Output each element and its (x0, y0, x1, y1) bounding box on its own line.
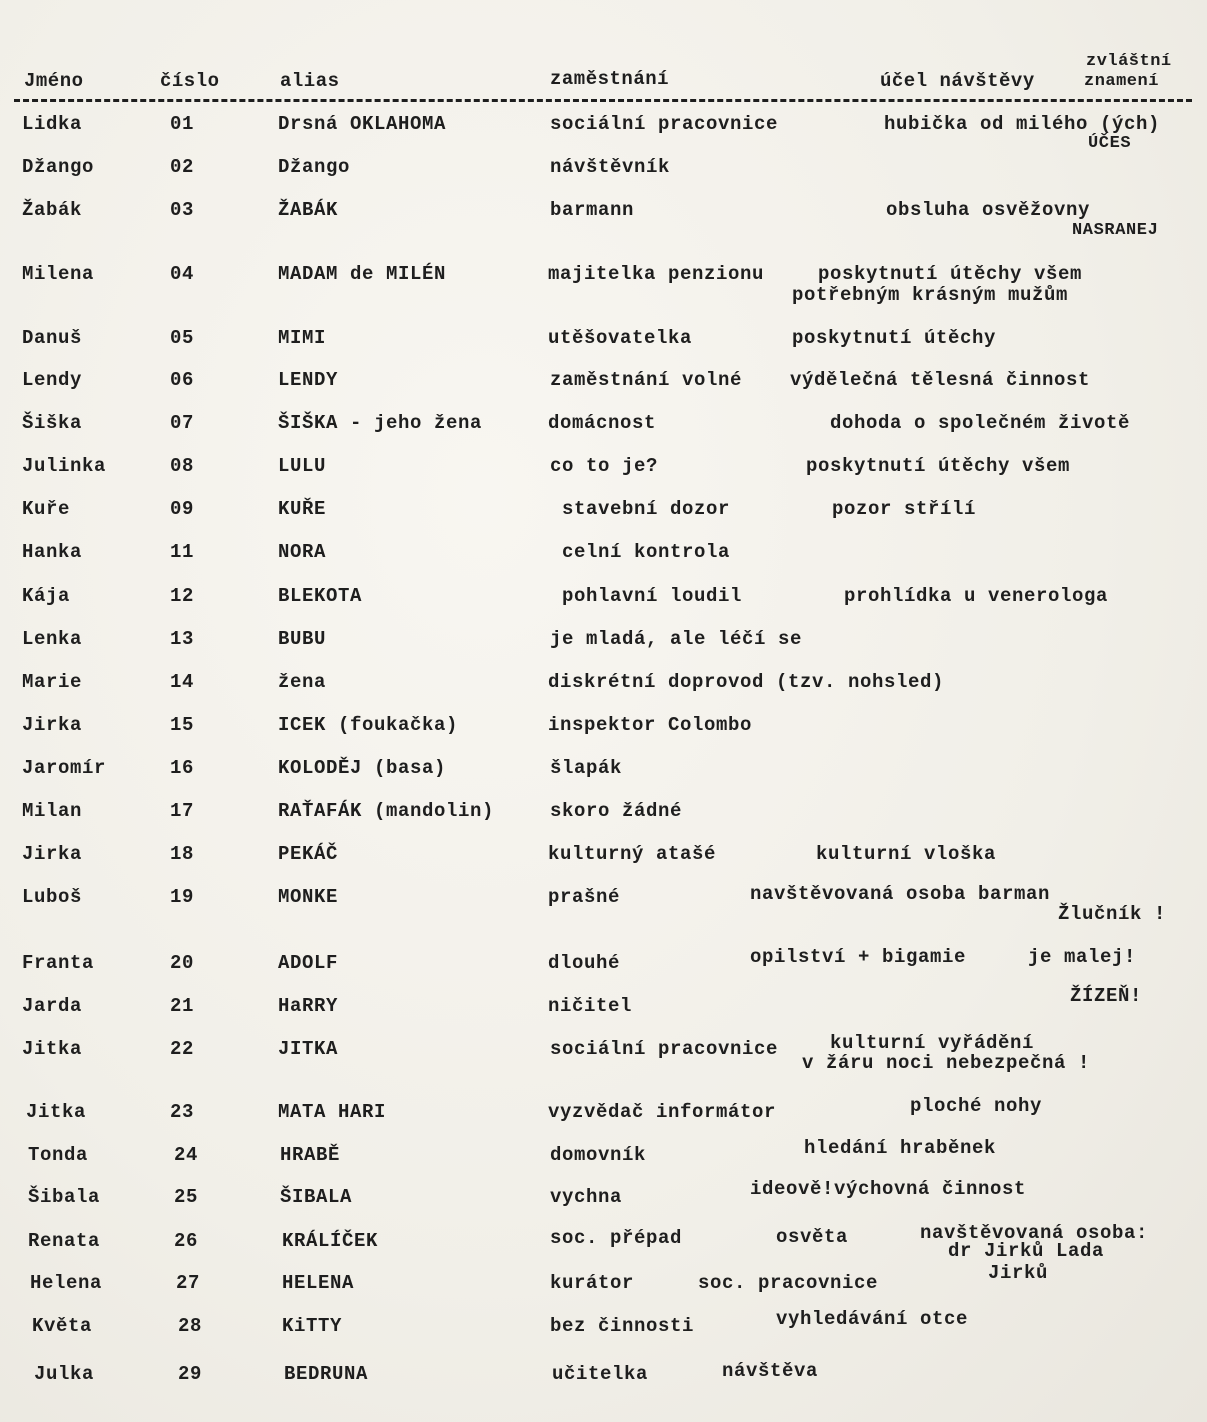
row-name: Jarda (22, 995, 83, 1017)
row-job: návštěvník (550, 156, 671, 178)
row-name: Danuš (22, 327, 83, 349)
row-alias: BEDRUNA (284, 1363, 369, 1385)
row-alias: LENDY (278, 369, 339, 391)
table-row (0, 1032, 1207, 1074)
table-row (0, 800, 1207, 824)
row-job: učitelka (552, 1363, 649, 1385)
row-purpose: osvěta (776, 1226, 849, 1248)
row-purpose: opilství + bigamie (750, 946, 967, 968)
row-name: Kuře (22, 498, 71, 520)
row-purpose: obsluha osvěžovny (886, 199, 1091, 221)
row-purpose: prohlídka u venerologa (844, 585, 1109, 607)
row-name: Franta (22, 952, 95, 974)
row-job: sociální pracovnice (550, 1038, 779, 1060)
row-alias: PEKÁČ (278, 843, 339, 865)
row-number: 08 (170, 455, 195, 477)
row-name: Lidka (22, 113, 83, 135)
row-name: Marie (22, 671, 83, 693)
row-number: 18 (170, 843, 195, 865)
row-purpose: poskytnutí útěchy všem (818, 263, 1083, 285)
row-purpose: hledání hraběnek (804, 1137, 997, 1159)
header-divider (14, 99, 1192, 102)
row-job: pohlavní loudil (562, 585, 743, 607)
row-alias: ADOLF (278, 952, 339, 974)
row-name: Luboš (22, 886, 83, 908)
row-name: Kája (22, 585, 71, 607)
row-name: Milena (22, 263, 95, 285)
row-job: ničitel (548, 995, 633, 1017)
row-purpose: soc. pracovnice (698, 1272, 879, 1294)
table-row (0, 369, 1207, 393)
row-job: šlapák (550, 757, 623, 779)
header-alias: alias (280, 70, 340, 92)
row-job: barmann (550, 199, 635, 221)
row-job: prašné (548, 886, 621, 908)
table-row (0, 628, 1207, 652)
row-number: 29 (178, 1363, 203, 1385)
row-job: soc. přépad (550, 1227, 683, 1249)
row-alias: NORA (278, 541, 327, 563)
row-number: 09 (170, 498, 195, 520)
row-mark: ŽÍZEŇ! (1070, 985, 1143, 1007)
row-alias: KOLODĚJ (basa) (278, 757, 447, 779)
row-job: kurátor (550, 1272, 635, 1294)
table-row (0, 156, 1207, 180)
row-alias: ŠIBALA (280, 1186, 353, 1208)
row-number: 17 (170, 800, 195, 822)
row-number: 13 (170, 628, 195, 650)
row-name: Jirka (22, 714, 83, 736)
row-number: 06 (170, 369, 195, 391)
row-number: 16 (170, 757, 195, 779)
row-number: 02 (170, 156, 195, 178)
row-purpose-continued: potřebným krásným mužům (792, 284, 1069, 306)
row-purpose: dohoda o společném životě (830, 412, 1131, 434)
row-purpose: navštěvovaná osoba barman (750, 883, 1051, 905)
row-number: 28 (178, 1315, 203, 1337)
header-zvlastni-2: znamení (1084, 72, 1159, 91)
row-mark: je malej! (1028, 946, 1137, 968)
row-purpose: vyhledávání otce (776, 1308, 969, 1330)
row-number: 03 (170, 199, 195, 221)
row-purpose: kulturní vloška (816, 843, 997, 865)
row-number: 27 (176, 1272, 201, 1294)
table-row (0, 498, 1207, 522)
row-purpose: návštěva (722, 1360, 819, 1382)
table-row (0, 1137, 1207, 1168)
row-alias: HRABĚ (280, 1144, 341, 1166)
table-row (0, 455, 1207, 479)
row-alias: žena (278, 671, 327, 693)
table-row (0, 1272, 1207, 1296)
row-job: bez činnosti (550, 1315, 695, 1337)
row-alias: MONKE (278, 886, 339, 908)
row-number: 11 (170, 541, 195, 563)
header-cislo: číslo (160, 70, 220, 92)
row-alias: LULU (278, 455, 327, 477)
row-name: Tonda (28, 1144, 89, 1166)
row-job: domovník (550, 1144, 647, 1166)
row-name: Julka (34, 1363, 95, 1385)
row-purpose-continued: v žáru noci nebezpečná ! (802, 1052, 1091, 1074)
row-purpose: výdělečná tělesná činnost (790, 369, 1091, 391)
row-job: kulturný atašé (548, 843, 717, 865)
row-job: vyzvědač informátor (548, 1101, 777, 1123)
row-number: 15 (170, 714, 195, 736)
row-name: Šibala (28, 1186, 101, 1208)
row-number: 05 (170, 327, 195, 349)
row-alias: MATA HARI (278, 1101, 387, 1123)
row-job: celní kontrola (562, 541, 731, 563)
row-purpose: poskytnutí útěchy všem (806, 455, 1071, 477)
row-mark-line-3: Jirků (988, 1262, 1049, 1284)
row-number: 04 (170, 263, 195, 285)
row-alias: KRÁLÍČEK (282, 1230, 379, 1252)
row-number: 22 (170, 1038, 195, 1060)
table-row (0, 946, 1207, 976)
row-alias: Džango (278, 156, 351, 178)
table-row (0, 1095, 1207, 1125)
row-number: 25 (174, 1186, 199, 1208)
row-job: vychna (550, 1186, 623, 1208)
row-name: Hanka (22, 541, 83, 563)
row-number: 26 (174, 1230, 199, 1252)
row-mark: NASRANEJ (1072, 221, 1159, 240)
row-purpose: pozor střílí (832, 498, 977, 520)
row-mark: ÚČES (1088, 134, 1132, 153)
row-job: sociální pracovnice (550, 113, 779, 135)
table-row (0, 1308, 1207, 1339)
table-row (0, 327, 1207, 351)
table-row (0, 985, 1207, 1019)
row-alias: BLEKOTA (278, 585, 363, 607)
header-jmeno: Jméno (24, 70, 84, 92)
row-purpose: kulturní vyřádění (830, 1032, 1035, 1054)
row-name: Renata (28, 1230, 101, 1252)
row-number: 23 (170, 1101, 195, 1123)
row-name: Jitka (22, 1038, 83, 1060)
table-row (0, 883, 1207, 925)
row-alias: HELENA (282, 1272, 355, 1294)
row-purpose: ploché nohy (910, 1095, 1043, 1117)
header-ucel: účel návštěvy (880, 70, 1035, 92)
row-name: Milan (22, 800, 83, 822)
row-number: 07 (170, 412, 195, 434)
table-row (0, 843, 1207, 867)
row-number: 21 (170, 995, 195, 1017)
row-purpose: hubička od milého (ých) (884, 113, 1161, 135)
row-alias: BUBU (278, 628, 327, 650)
header-zamestnani: zaměstnání (550, 68, 670, 90)
row-alias: HaRRY (278, 995, 339, 1017)
row-alias: RAŤAFÁK (mandolin) (278, 800, 495, 822)
row-name: Lenka (22, 628, 83, 650)
row-job: skoro žádné (550, 800, 683, 822)
row-purpose: ideově!výchovná činnost (750, 1178, 1027, 1200)
row-name: Šiška (22, 412, 83, 434)
row-number: 20 (170, 952, 195, 974)
row-alias: KiTTY (282, 1315, 343, 1337)
table-row (0, 113, 1207, 153)
row-name: Jitka (26, 1101, 87, 1123)
header-zvlastni-1: zvláštní (1086, 52, 1172, 71)
table-row (0, 671, 1207, 695)
table-row (0, 199, 1207, 240)
table-row (0, 412, 1207, 436)
row-name: Jaromír (22, 757, 107, 779)
row-mark: navštěvovaná osoba: (920, 1222, 1149, 1244)
row-number: 12 (170, 585, 195, 607)
row-alias: JITKA (278, 1038, 339, 1060)
row-number: 24 (174, 1144, 199, 1166)
row-mark: Žlučník ! (1058, 903, 1167, 925)
row-name: Džango (22, 156, 95, 178)
row-alias: ICEK (foukačka) (278, 714, 459, 736)
row-name: Květa (32, 1315, 93, 1337)
table-row (0, 263, 1207, 306)
row-purpose: poskytnutí útěchy (792, 327, 997, 349)
row-number: 19 (170, 886, 195, 908)
row-alias: ŠIŠKA - jeho žena (278, 412, 483, 434)
row-alias: MIMI (278, 327, 327, 349)
table-row (0, 541, 1207, 565)
row-job: stavební dozor (562, 498, 731, 520)
row-name: Žabák (22, 199, 83, 221)
table-row (0, 585, 1207, 609)
row-job: inspektor Colombo (548, 714, 753, 736)
row-mark-line-2: dr Jirků Lada (948, 1240, 1105, 1262)
row-name: Jirka (22, 843, 83, 865)
row-job: je mladá, ale léčí se (550, 628, 803, 650)
table-row (0, 1360, 1207, 1387)
row-name: Julinka (22, 455, 107, 477)
row-name: Lendy (22, 369, 83, 391)
row-job: domácnost (548, 412, 657, 434)
row-alias: Drsná OKLAHOMA (278, 113, 447, 135)
table-row (0, 1178, 1207, 1210)
row-number: 01 (170, 113, 195, 135)
row-job: co to je? (550, 455, 659, 477)
row-job: diskrétní doprovod (tzv. nohsled) (548, 671, 945, 693)
table-row (0, 757, 1207, 781)
row-job: dlouhé (548, 952, 621, 974)
table-row (0, 714, 1207, 738)
row-job: zaměstnání volné (550, 369, 743, 391)
row-number: 14 (170, 671, 195, 693)
row-job: majitelka penzionu (548, 263, 765, 285)
row-name: Helena (30, 1272, 103, 1294)
row-alias: MADAM de MILÉN (278, 263, 447, 285)
row-alias: ŽABÁK (278, 199, 339, 221)
row-alias: KUŘE (278, 498, 327, 520)
row-job: utěšovatelka (548, 327, 693, 349)
